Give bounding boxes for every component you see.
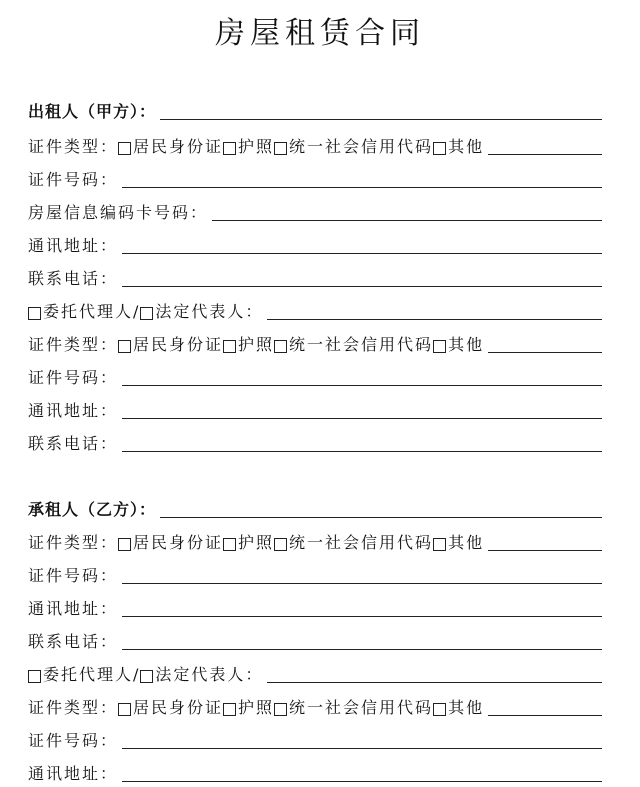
lessee-agent-field[interactable] [267, 681, 602, 683]
lessee-agent-id-option-other-checkbox[interactable] [433, 703, 446, 716]
lessee-name-field[interactable] [160, 516, 602, 518]
lessor-agent-label-b: 法定代表人： [155, 302, 264, 321]
lessee-id-number-field[interactable] [122, 582, 602, 584]
lessor-id-option-resident: 居民身份证 [133, 137, 224, 156]
lessor-agent-id-option-passport-checkbox[interactable] [223, 340, 236, 353]
lessee-id-option-resident-checkbox[interactable] [118, 538, 131, 551]
lessor-address-label: 通讯地址： [28, 236, 119, 255]
lessee-agent-id-option-resident: 居民身份证 [133, 698, 224, 717]
lessee-agent-id-option-credit-code: 统一社会信用代码 [289, 698, 434, 717]
lessee-agent-id-number-field[interactable] [122, 747, 602, 749]
lessee-id-type-row [28, 529, 602, 553]
lessor-address-row [28, 232, 602, 256]
lessor-id-number-label: 证件号码： [28, 170, 119, 189]
lessee-address-field[interactable] [122, 615, 602, 617]
lessee-id-option-passport: 护照 [238, 533, 275, 552]
lessee-agent-id-option-credit-code-checkbox[interactable] [274, 703, 287, 716]
lessor-phone-label: 联系电话： [28, 269, 119, 288]
lessor-house-code-field[interactable] [212, 219, 602, 221]
lessee-agent-checkbox[interactable] [28, 670, 41, 683]
lessee-id-option-passport-checkbox[interactable] [223, 538, 236, 551]
lessor-agent-id-number-field[interactable] [122, 384, 602, 386]
lessee-agent-id-option-resident-checkbox[interactable] [118, 703, 131, 716]
lessor-id-option-credit-code: 统一社会信用代码 [289, 137, 434, 156]
lessee-phone-field[interactable] [122, 648, 602, 650]
lessor-address-field[interactable] [122, 252, 602, 254]
lessor-house-code-row [28, 199, 602, 223]
lessor-phone-field[interactable] [122, 285, 602, 287]
lessor-legal-rep-checkbox[interactable] [140, 307, 153, 320]
lessee-id-number-label: 证件号码： [28, 566, 119, 585]
lessee-legal-rep-checkbox[interactable] [140, 670, 153, 683]
lessee-agent-id-type-row [28, 694, 602, 718]
lessor-agent-id-option-credit-code-checkbox[interactable] [274, 340, 287, 353]
lessor-name-field[interactable] [160, 118, 602, 120]
lessee-id-number-row [28, 562, 602, 586]
lessor-heading: 出租人（甲方）： [28, 102, 157, 121]
lessor-agent-id-other-field[interactable] [488, 351, 602, 353]
lessor-agent-id-type-label: 证件类型： [28, 335, 119, 354]
lessee-agent-id-type-label: 证件类型： [28, 698, 119, 717]
lessee-agent-row [28, 661, 602, 685]
lessee-id-option-credit-code-checkbox[interactable] [274, 538, 287, 551]
lessor-id-other-field[interactable] [488, 153, 602, 155]
lessee-agent-id-other-field[interactable] [488, 714, 602, 716]
lessor-agent-phone-label: 联系电话： [28, 434, 119, 453]
lessor-agent-address-row [28, 397, 602, 421]
lessor-id-option-credit-code-checkbox[interactable] [274, 142, 287, 155]
lessee-agent-label-b: 法定代表人： [155, 665, 264, 684]
lessor-id-type-label: 证件类型： [28, 137, 119, 156]
document-title: 房屋租赁合同 [215, 16, 425, 51]
lessor-agent-address-field[interactable] [122, 417, 602, 419]
lessor-agent-id-number-row [28, 364, 602, 388]
lessee-agent-address-label: 通讯地址： [28, 764, 119, 783]
lessee-agent-id-option-passport: 护照 [238, 698, 275, 717]
lessor-id-number-row [28, 166, 602, 190]
lessor-name-row [28, 98, 602, 122]
lessee-heading: 承租人（乙方）： [28, 500, 157, 519]
lessee-agent-id-number-label: 证件号码： [28, 731, 119, 750]
lessee-agent-label-a: 委托代理人/ [43, 665, 141, 684]
lessor-agent-phone-field[interactable] [122, 450, 602, 452]
lessor-house-code-label: 房屋信息编码卡号码： [28, 203, 209, 222]
lessor-agent-id-option-resident-checkbox[interactable] [118, 340, 131, 353]
lessor-agent-id-option-resident: 居民身份证 [133, 335, 224, 354]
lessor-id-option-other: 其他 [448, 137, 485, 156]
lessee-address-label: 通讯地址： [28, 599, 119, 618]
lessor-agent-field[interactable] [267, 318, 602, 320]
lessor-id-option-other-checkbox[interactable] [433, 142, 446, 155]
lessee-phone-row [28, 628, 602, 652]
lessee-id-option-other-checkbox[interactable] [433, 538, 446, 551]
lessor-agent-id-option-other: 其他 [448, 335, 485, 354]
lessee-id-option-resident: 居民身份证 [133, 533, 224, 552]
lessor-agent-id-option-passport: 护照 [238, 335, 275, 354]
lessor-agent-row [28, 298, 602, 322]
lessee-phone-label: 联系电话： [28, 632, 119, 651]
lessor-id-option-passport: 护照 [238, 137, 275, 156]
lessor-agent-checkbox[interactable] [28, 307, 41, 320]
lessee-id-option-other: 其他 [448, 533, 485, 552]
lessor-agent-id-type-row [28, 331, 602, 355]
lessee-agent-id-number-row [28, 727, 602, 751]
lessee-id-other-field[interactable] [488, 549, 602, 551]
lessee-agent-id-option-passport-checkbox[interactable] [223, 703, 236, 716]
lessee-address-row [28, 595, 602, 619]
lessor-id-type-row [28, 133, 602, 157]
lessor-phone-row [28, 265, 602, 289]
lessor-agent-label-a: 委托代理人/ [43, 302, 141, 321]
lessee-agent-address-row [28, 760, 602, 784]
lessor-id-option-passport-checkbox[interactable] [223, 142, 236, 155]
lessor-id-option-resident-checkbox[interactable] [118, 142, 131, 155]
lessee-name-row [28, 496, 602, 520]
lessee-id-option-credit-code: 统一社会信用代码 [289, 533, 434, 552]
lessor-agent-id-option-other-checkbox[interactable] [433, 340, 446, 353]
lessor-agent-phone-row [28, 430, 602, 454]
lessor-agent-id-number-label: 证件号码： [28, 368, 119, 387]
lessor-agent-address-label: 通讯地址： [28, 401, 119, 420]
lessor-agent-id-option-credit-code: 统一社会信用代码 [289, 335, 434, 354]
lessee-id-type-label: 证件类型： [28, 533, 119, 552]
lessee-agent-address-field[interactable] [122, 780, 602, 782]
lessee-agent-id-option-other: 其他 [448, 698, 485, 717]
lessor-id-number-field[interactable] [122, 186, 602, 188]
